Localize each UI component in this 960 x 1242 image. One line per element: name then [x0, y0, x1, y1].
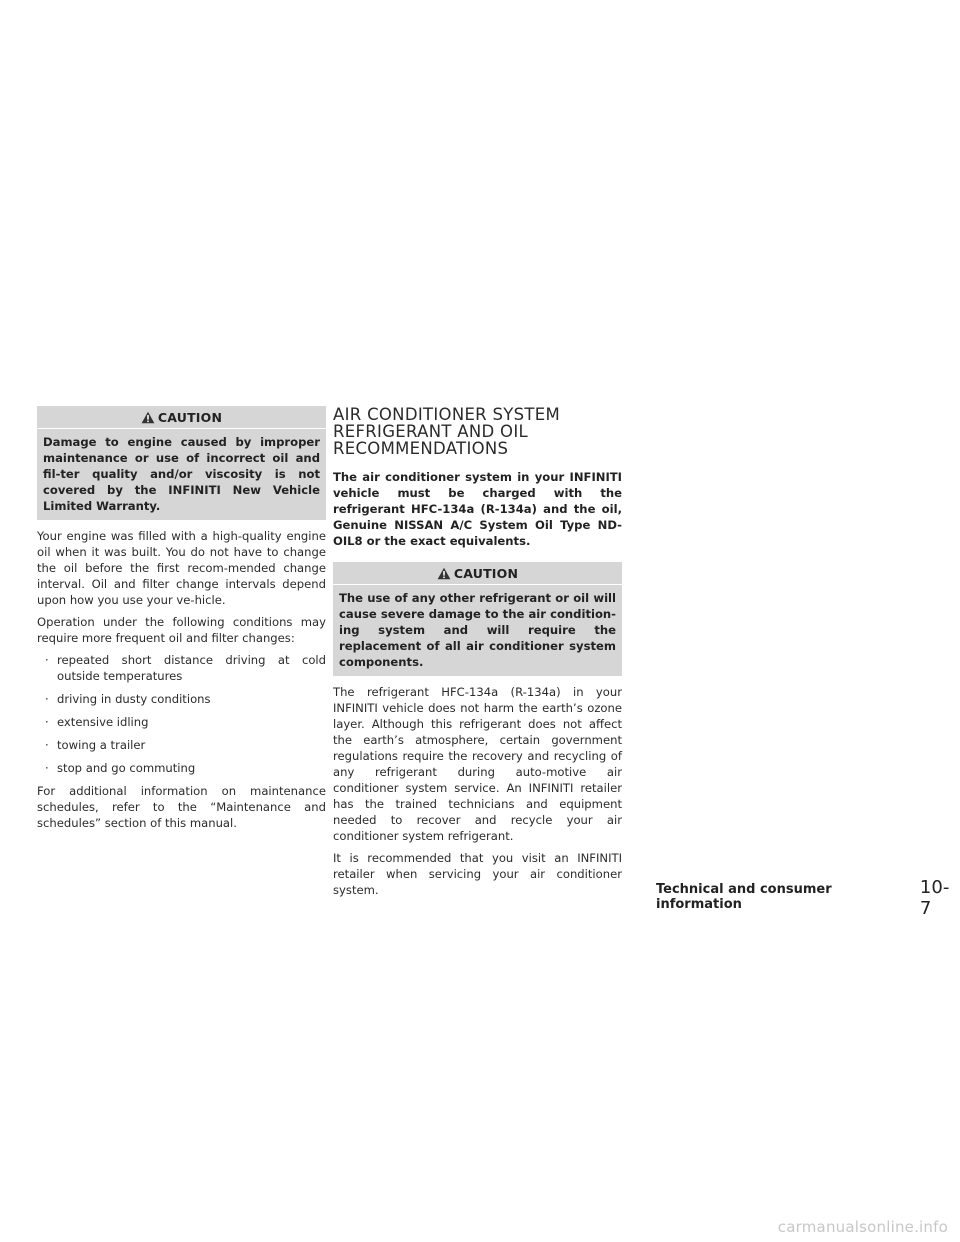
additional-info-paragraph: For additional information on maintenance schedules, refer to the “Maintenance and schedules” section of this manual. [37, 784, 326, 830]
list-item-text: stop and go commuting [57, 761, 196, 775]
bullet-mark: · [45, 653, 49, 667]
retailer-paragraph: It is recommended that you visit an INFINITI retailer when servicing your air conditioner system. [333, 851, 622, 897]
section-title-line: REFRIGERANT AND OIL [333, 422, 528, 441]
caution-box-engine-oil [37, 406, 326, 520]
list-item-text: driving in dusty conditions [57, 692, 211, 706]
list-item-text: extensive idling [57, 715, 149, 729]
list-item [37, 691, 326, 707]
caution-header [333, 562, 622, 585]
conditions-paragraph: Operation under the following conditions may require more frequent oil and filter changes: [37, 615, 326, 645]
footer-section-name: Technical and consumer information [656, 882, 832, 912]
bullet-mark: · [45, 738, 49, 752]
conditions-list [37, 652, 326, 776]
watermark: carmanualsonline.info [777, 1218, 948, 1236]
page-footer [656, 877, 960, 919]
list-item-text: towing a trailer [57, 738, 146, 752]
bullet-mark: · [45, 715, 49, 729]
caution-title: CAUTION [157, 409, 223, 425]
bullet-mark: · [45, 761, 49, 775]
right-column [333, 406, 622, 904]
list-item [37, 652, 326, 684]
list-item-text: repeated short distance driving at cold outside temperatures [57, 653, 326, 683]
bullet-mark: · [45, 692, 49, 706]
list-item [37, 714, 326, 730]
caution-text: Damage to engine caused by improper maintenance or use of incorrect oil and fil-ter quality and/or viscosity is not covered by the INFINITI New Vehicle Limited Warranty. [43, 435, 320, 513]
caution-header [37, 406, 326, 429]
left-column [37, 406, 326, 837]
engine-oil-paragraph: Your engine was filled with a high-quality engine oil when it was built. You do not have to change the oil before the first recom-mended change interval. Oil and filter change intervals depend upon how you use your ve-hicle. [37, 529, 326, 607]
list-item [37, 760, 326, 776]
caution-title: CAUTION [453, 565, 519, 581]
section-title-line: RECOMMENDATIONS [333, 439, 509, 458]
warning-triangle-icon [437, 567, 451, 580]
section-title [333, 406, 622, 457]
page-number: 10-7 [919, 877, 950, 919]
warning-triangle-icon [141, 411, 155, 424]
refrigerant-paragraph: The refrigerant HFC-134a (R-134a) in your INFINITI vehicle does not harm the earth’s ozone layer. Although this refrigerant does not affect the earth’s atmosphere, certain government regulations require the recovery and recycling of any refrigerant during auto-motive air conditioner system service. An INFINITI retailer has the trained technicians and equipment needed to recover and recycle your air conditioner system refrigerant. [333, 685, 622, 843]
list-item [37, 737, 326, 753]
refrigerant-intro: The air conditioner system in your INFINITI vehicle must be charged with the refrigerant HFC-134a (R-134a) and the oil, Genuine NISSAN A/C System Oil Type ND-OIL8 or the exact equivalents. [333, 470, 622, 548]
section-title-line: AIR CONDITIONER SYSTEM [333, 405, 561, 424]
caution-box-refrigerant [333, 562, 622, 676]
caution-text: The use of any other refrigerant or oil will cause severe damage to the air condition-ing system and will require the replacement of all air conditioner system components. [339, 591, 616, 669]
